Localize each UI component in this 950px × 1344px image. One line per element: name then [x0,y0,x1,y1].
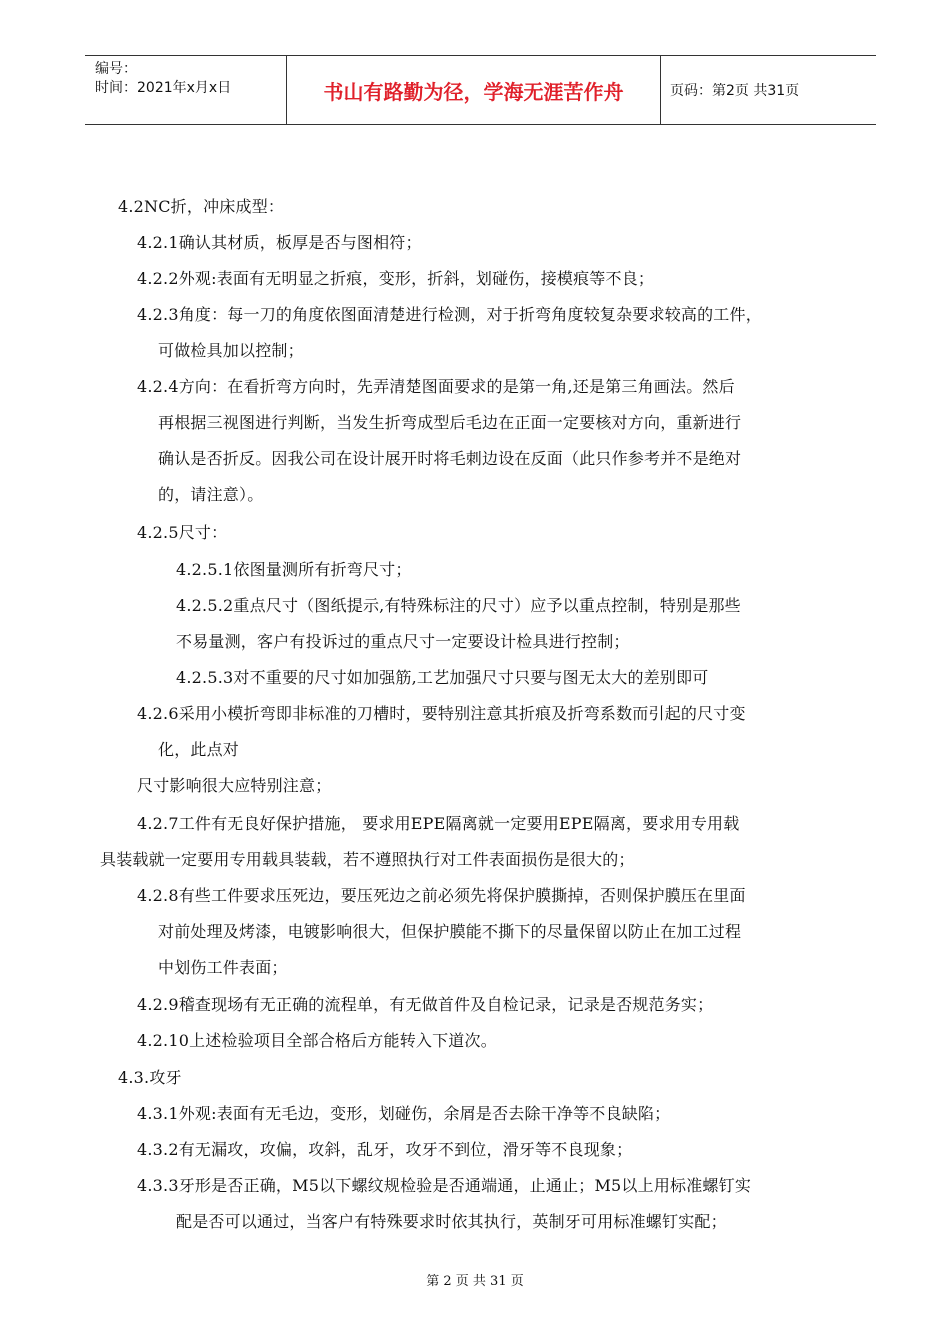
header-motto: 书山有路勤为径，学海无涯苦作舟 [286,56,661,124]
paragraph-line: 对前处理及烤漆，电镀影响很大，但保护膜能不撕下的尽量保留以防止在加工过程 [158,922,742,941]
paragraph-line: 4.2.5.1依图量测所有折弯尺寸； [176,560,412,579]
paragraph-line: 可做检具加以控制； [158,341,304,360]
paragraph-line: 不易量测，客户有投诉过的重点尺寸一定要设计检具进行控制； [176,632,630,651]
page-header [85,55,876,125]
page-footer: 第 2 页 共 31 页 [426,1274,524,1289]
document-code-label: 编号： [95,61,137,77]
paragraph-line: 4.2.8有些工件要求压死边，要压死边之前必须先将保护膜撕掉，否则保护膜压在里面 [137,886,746,905]
paragraph-line: 4.2.2外观:表面有无明显之折痕，变形，折斜，划碰伤，接模痕等不良； [137,269,655,288]
paragraph-line: 4.2.4方向：在看折弯方向时，先弄清楚图面要求的是第一角,还是第三角画法。然后 [137,377,735,396]
paragraph-line: 化，此点对 [158,740,240,759]
paragraph-line: 再根据三视图进行判断，当发生折弯成型后毛边在正面一定要核对方向，重新进行 [158,413,742,432]
paragraph-line: 4.2.5尺寸： [137,523,228,542]
paragraph-line: 4.2.5.3对不重要的尺寸如加强筋,工艺加强尺寸只要与图无太大的差别即可 [176,668,709,687]
paragraph-line: 4.2.6采用小模折弯即非标准的刀槽时，要特别注意其折痕及折弯系数而引起的尺寸变 [137,704,746,723]
paragraph-line: 的，请注意）。 [158,485,264,504]
paragraph-line: 4.2.7工件有无良好保护措施， 要求用EPE隔离就一定要用EPE隔离，要求用专用载 [137,814,740,833]
paragraph-line: 4.2.10上述检验项目全部合格后方能转入下道次。 [137,1031,497,1050]
section-heading-4-2: 4.2NC折，冲床成型： [118,197,285,216]
header-meta [95,60,231,98]
paragraph-line: 4.2.3角度：每一刀的角度依图面清楚进行检测，对于折弯角度较复杂要求较高的工件， [137,305,762,324]
paragraph-line: 中划伤工件表面； [158,958,288,977]
paragraph-line: 4.3.1外观:表面有无毛边，变形，划碰伤，余屑是否去除干净等不良缺陷； [137,1104,671,1123]
document-date: 时间：2021年x月x日 [95,80,232,96]
paragraph-line: 4.3.2有无漏攻，攻偏，攻斜，乱牙，攻牙不到位，滑牙等不良现象； [137,1140,633,1159]
section-heading-4-3: 4.3.攻牙 [118,1068,182,1087]
paragraph-line: 具装载就一定要用专用载具装载，若不遵照执行对工件表面损伤是很大的； [100,850,635,869]
paragraph-line: 尺寸影响很大应特别注意； [137,776,332,795]
paragraph-line: 配是否可以通过，当客户有特殊要求时依其执行，英制牙可用标准螺钉实配； [176,1212,727,1231]
paragraph-line: 4.3.3牙形是否正确，M5以下螺纹规检验是否通端通，止通止；M5以上用标准螺钉实 [137,1176,752,1195]
paragraph-line: 4.2.9稽查现场有无正确的流程单，有无做首件及自检记录，记录是否规范务实； [137,995,714,1014]
paragraph-line: 4.2.1确认其材质，板厚是否与图相符； [137,233,422,252]
paragraph-line: 确认是否折反。因我公司在设计展开时将毛刺边设在反面（此只作参考并不是绝对 [158,449,742,468]
header-page-info: 页码：第2页 共31页 [670,83,800,99]
paragraph-line: 4.2.5.2重点尺寸（图纸提示,有特殊标注的尺寸）应予以重点控制，特别是那些 [176,596,741,615]
